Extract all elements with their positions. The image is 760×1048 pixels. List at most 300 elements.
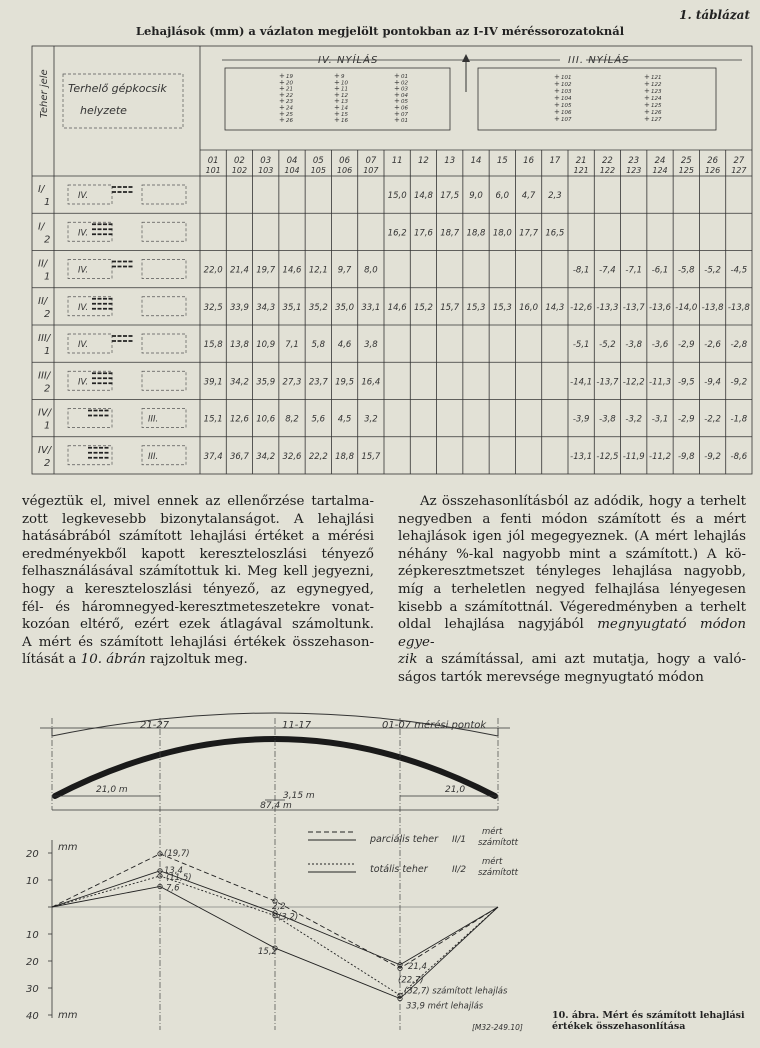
table-cell-value: 19,5 [335, 377, 355, 388]
table-cell-value: 13,8 [229, 340, 249, 350]
table-cell-value: 3,2 [364, 414, 378, 425]
text-column-right [398, 493, 746, 687]
truck-sketch [142, 260, 186, 279]
truck-label: IV. [78, 340, 89, 350]
text-line: míg a terheletlen negyed felhajlása lényegesen [398, 581, 746, 597]
table-cell-value: 22,2 [308, 451, 328, 462]
table-cell-value: -5,2 [599, 340, 616, 350]
y-tick-label: 30 [26, 984, 39, 995]
table-cell-value: 7,1 [285, 340, 299, 350]
table-cell-value: -7,1 [625, 265, 643, 276]
measure-point-marker: + [554, 87, 560, 95]
table-cell-value: 17,5 [440, 191, 460, 201]
truck-sketch [142, 334, 186, 353]
measure-point-label: 12 [341, 92, 348, 99]
text-column-left [22, 493, 374, 669]
annotation: 21,4 [408, 961, 427, 972]
table-cell-value: 34,3 [256, 302, 276, 313]
header-position-label: helyzete [80, 104, 127, 117]
measure-point-label: 26 [286, 118, 293, 125]
table-cell-value: -3,8 [625, 340, 643, 350]
measure-point-marker: + [554, 80, 560, 88]
table-cell-value: 12,1 [308, 265, 328, 276]
table-cell-value: 5,8 [311, 340, 326, 350]
y-tick-label: 20 [26, 849, 39, 860]
column-number: 07 [365, 156, 377, 166]
measure-point-marker: + [644, 108, 650, 116]
row-label: 2 [44, 234, 51, 246]
measure-point-label: 121 [651, 75, 662, 81]
column-number: 03 [260, 156, 272, 166]
measure-point-label: 25 [286, 111, 293, 118]
table-cell-value: 36,7 [229, 451, 249, 462]
measure-point-label: 04 [401, 92, 408, 99]
column-number: 01 [207, 156, 219, 166]
measure-point-label: 106 [561, 110, 572, 116]
table-cell-value: 35,0 [335, 302, 355, 313]
measure-point-marker: + [279, 72, 285, 80]
table-cell-value: -3,8 [599, 414, 616, 425]
column-number: 121 [573, 166, 589, 175]
measure-point-label: 22 [286, 92, 293, 99]
measure-point-label: 103 [561, 89, 572, 95]
table-cell-value: 16,2 [387, 228, 407, 239]
measure-point-label: 105 [561, 103, 572, 109]
measure-point-marker: + [394, 116, 400, 125]
row-label: III/ [38, 333, 51, 344]
row-label: IV/ [38, 444, 52, 456]
table-cell-value: -5,2 [704, 265, 721, 276]
measure-point-label: 122 [651, 82, 662, 88]
text-line: eredményekből kapott kereszteloszlási tényező [22, 546, 374, 562]
table-cell-value: 16,0 [519, 302, 539, 313]
column-number: 15 [496, 156, 508, 166]
figure-10 [0, 700, 760, 1048]
column-number: 102 [231, 166, 248, 175]
measure-point-marker: + [554, 101, 560, 109]
truck-label: IV. [78, 191, 89, 201]
column-number: 105 [310, 166, 326, 175]
table-cell-value: 16,5 [545, 228, 565, 239]
text-line: fél- és háromnegyed-keresztmeteszetekre vonat- [22, 599, 374, 615]
text-line: zik a számítással, ami azt mutatja, hogy a való- [398, 652, 746, 668]
dimension-mid: 3,15 m [283, 791, 315, 801]
table-cell-value: -5,1 [572, 340, 590, 350]
y-tick-label: 10 [26, 876, 39, 887]
figure-caption-line-2: értékek összehasonlítása [552, 1021, 686, 1032]
measure-point-marker: + [334, 116, 340, 125]
table-cell-value: 35,2 [308, 302, 328, 313]
measure-point-label: 06 [401, 105, 408, 112]
table-label: 1. táblázat [679, 8, 750, 22]
legend-calculated: számított [478, 838, 518, 848]
column-number: 125 [678, 166, 694, 175]
column-number: 103 [258, 166, 274, 175]
point-label-21-27: 21-27 [140, 720, 170, 731]
table-cell-value: -8,6 [730, 451, 748, 462]
table-cell-value: -13,3 [596, 302, 619, 313]
truck-sketch [68, 334, 112, 353]
table-cell-value: 34,2 [256, 451, 276, 462]
table-cell-value: 4,6 [337, 340, 352, 350]
measure-point-label: 127 [651, 117, 662, 123]
measure-point-label: 19 [286, 74, 293, 80]
measure-point-marker: + [334, 109, 340, 118]
row-label: I/ [38, 221, 45, 233]
table-cell-value: 23,7 [308, 377, 328, 388]
measure-point-marker: + [554, 108, 560, 116]
table-cell-value: 14,6 [387, 302, 407, 313]
span-iv-label: IV. NYÍLÁS [318, 55, 379, 66]
measure-point-marker: + [644, 94, 650, 102]
measure-point-marker: + [554, 73, 560, 81]
table-cell-value: -11,2 [649, 451, 671, 462]
table-cell-value: 35,9 [256, 377, 276, 388]
deflection-table [0, 0, 760, 480]
measure-point-label: 10 [341, 80, 348, 87]
measure-point-marker: + [644, 73, 650, 81]
legend-calculated: számított [478, 868, 518, 878]
table-cell-value: -11,9 [622, 451, 645, 462]
column-number: 02 [234, 156, 245, 166]
truck-sketch [68, 185, 112, 204]
truck-sketch [142, 371, 186, 390]
measure-point-label: 126 [651, 110, 662, 116]
table-cell-value: -2,6 [704, 340, 721, 350]
table-cell-value: 15,2 [413, 302, 433, 313]
point-label-01-07: 01-07 mérési pontok [382, 720, 487, 731]
annotation: (22,7) [398, 975, 424, 986]
annotation: 7,6 [166, 883, 180, 894]
table-cell-value: 14,3 [545, 302, 565, 313]
table-cell-value: 32,5 [203, 302, 223, 313]
arrow-up-icon [462, 54, 470, 62]
text-line: végeztük el, mivel ennek az ellenőrzése tartalma- [22, 494, 374, 509]
truck-label: IV. [78, 377, 89, 388]
table-cell-value: 9,7 [337, 265, 352, 276]
measure-point-label: 16 [341, 118, 348, 125]
measure-point-label: 01 [401, 118, 408, 125]
table-cell-value: -3,9 [572, 414, 590, 425]
table-cell-value: 14,6 [282, 265, 302, 276]
measure-point-label: 124 [651, 96, 662, 102]
table-cell-value: -6,1 [651, 265, 669, 276]
table-cell-value: -3,2 [625, 414, 643, 425]
text-line: oldal lehajlása nagyjából megnyugtató módon egye- [398, 617, 746, 650]
measure-point-label: 02 [401, 80, 408, 87]
measure-point-label: 20 [286, 80, 293, 87]
measure-point-marker: + [334, 84, 340, 93]
table-cell-value: 10,9 [256, 340, 276, 350]
emphasis: 10. ábrán [80, 652, 146, 668]
table-cell-value: 15,8 [203, 340, 223, 350]
measure-point-label: 104 [561, 96, 572, 102]
measure-point-marker: + [279, 109, 285, 118]
table-cell-value: 21,4 [229, 265, 249, 276]
measure-point-marker: + [394, 72, 400, 80]
table-cell-value: -1,8 [730, 414, 748, 425]
table-cell-value: 27,3 [282, 377, 302, 388]
span-iii-sketch [478, 68, 716, 130]
table-cell-value: -3,6 [651, 340, 669, 350]
measure-point-marker: + [279, 84, 285, 93]
table-title: Lehajlások (mm) a vázlaton megjelölt pontokban az I-IV méréssorozatoknál [135, 24, 625, 38]
table-cell-value: 18,7 [440, 228, 460, 239]
table-cell-value: 18,8 [466, 228, 486, 239]
row-label: IV/ [38, 407, 52, 419]
emphasis: megnyugtató módon egye- [398, 617, 746, 650]
table-cell-value: 37,4 [203, 451, 223, 462]
table-cell-value: 15,3 [466, 302, 486, 313]
text-line: kisebb a számítottnál. Végeredményben a terhelt [398, 599, 746, 615]
measure-point-marker: + [554, 115, 560, 123]
table-cell-value: -13,8 [727, 302, 750, 313]
table-cell-value: 32,6 [282, 451, 302, 462]
legend-ii2: II/2 [452, 865, 467, 875]
row-label: 2 [44, 383, 51, 395]
column-number: 25 [680, 156, 692, 166]
text-line: lehajlások igen jól megegyeznek. (A mért lehajlás [398, 529, 746, 545]
dimension-total: 87,4 m [260, 801, 292, 811]
table-cell-value: 15,3 [492, 302, 512, 313]
row-label: 1 [44, 420, 51, 432]
measure-point-label: 21 [286, 86, 293, 93]
table-cell-value: 15,7 [361, 451, 381, 462]
column-number: 124 [652, 166, 668, 175]
truck-label: III. [148, 414, 159, 425]
text-line: zépkeresztmetszet tényleges lehajlása nagyobb, [398, 564, 746, 580]
figure-caption-line-1: 10. ábra. Mért és számított lehajlási [552, 1010, 745, 1021]
column-number: 04 [286, 156, 298, 166]
measure-point-label: 03 [401, 86, 408, 93]
column-number: 12 [418, 156, 429, 166]
row-label: I/ [38, 184, 45, 195]
span-iii-label: III. NYÍLÁS [568, 55, 630, 66]
measure-point-label: 102 [561, 82, 572, 88]
annotation: (11,5) [166, 872, 192, 883]
column-number: 107 [363, 166, 379, 175]
truck-label: III. [148, 451, 159, 462]
measure-point-label: 11 [341, 86, 348, 93]
row-label: III/ [38, 370, 51, 382]
column-number: 127 [731, 166, 747, 175]
measure-point-label: 01 [401, 74, 408, 80]
measure-point-marker: + [334, 90, 340, 99]
text-line: Az összehasonlításból az adódik, hogy a terhelt [420, 494, 746, 509]
annotation: (3,2) [278, 912, 299, 923]
text-line: lítását a 10. ábrán rajzoltuk meg. [22, 652, 248, 668]
table-cell-value: 3,8 [364, 340, 378, 350]
table-cell-value: -2,2 [704, 414, 721, 425]
measure-point-marker: + [554, 94, 560, 102]
measure-point-marker: + [644, 80, 650, 88]
table-cell-value: -3,1 [651, 414, 669, 425]
column-number: 06 [339, 156, 350, 166]
point-label-11-17: 11-17 [282, 720, 312, 731]
measure-point-marker: + [334, 78, 340, 87]
truck-sketch [142, 185, 186, 204]
column-number: 16 [523, 156, 534, 166]
annotation: (19,7) [164, 848, 190, 859]
column-number: 23 [628, 156, 640, 166]
table-cell-value: 15,7 [440, 302, 460, 313]
table-cell-value: -2,9 [677, 414, 695, 425]
table-cell-value: 17,7 [519, 228, 539, 239]
table-cell-value: -13,6 [649, 302, 671, 313]
measure-point-marker: + [334, 72, 340, 80]
column-number: 22 [602, 156, 613, 166]
table-cell-value: -14,0 [675, 302, 698, 313]
text-line: néhány %-kal nagyobb mint a számított.) A kö- [398, 546, 746, 562]
measure-point-label: 9 [341, 74, 345, 80]
table-cell-value: -2,8 [730, 340, 748, 350]
table-cell-value: 8,2 [285, 414, 299, 425]
column-number: 14 [470, 156, 482, 166]
legend-measured: mért [482, 857, 503, 867]
column-number: 26 [707, 156, 718, 166]
column-number: 17 [549, 156, 561, 166]
annotation: 15,2 [258, 947, 277, 958]
measure-point-marker: + [279, 90, 285, 99]
measure-point-label: 23 [286, 99, 293, 106]
table-cell-value: 4,5 [337, 414, 352, 425]
table-cell-value: -4,5 [730, 265, 748, 276]
emphasis: zik [398, 652, 418, 668]
table-cell-value: -12,5 [596, 451, 619, 462]
table-cell-value: -9,2 [730, 377, 748, 388]
y-tick-label: 40 [26, 1011, 39, 1022]
measure-point-marker: + [334, 103, 340, 112]
truck-sketch [142, 297, 186, 316]
table-cell-value: -13,7 [596, 377, 619, 388]
text-line: hogy a kereszteloszlási tényező, az egynegyed, [22, 581, 374, 597]
measure-point-marker: + [644, 87, 650, 95]
legend-ii1: II/1 [452, 835, 467, 845]
annotation: (32,7) számított lehajlás [404, 986, 508, 997]
measure-point-label: 14 [341, 105, 348, 112]
table-cell-value: 4,7 [521, 191, 536, 201]
truck-sketch [142, 222, 186, 241]
table-cell-value: 14,8 [413, 191, 433, 201]
table-cell-value: -12,2 [622, 377, 645, 388]
table-cell-value: -13,8 [701, 302, 724, 313]
measure-point-marker: + [279, 103, 285, 112]
table-cell-value: 6,0 [495, 191, 510, 201]
column-number: 13 [444, 156, 456, 166]
measure-point-label: 24 [286, 105, 293, 112]
measure-point-label: 07 [401, 111, 408, 118]
column-number: 05 [312, 156, 324, 166]
table-cell-value: -13,1 [570, 451, 593, 462]
table-cell-value: -11,3 [649, 377, 671, 388]
table-cell-value: -9,4 [704, 377, 721, 388]
column-number: 24 [654, 156, 666, 166]
measure-point-marker: + [644, 115, 650, 123]
truck-sketch [68, 260, 112, 279]
dimension-left: 21,0 m [96, 785, 128, 795]
table-cell-value: -7,4 [599, 265, 616, 276]
text-line: kozóan eltérő, ezért ezek átlagával számoltunk. [22, 617, 374, 633]
legend-measured: mért [482, 827, 503, 837]
table-cell-value: -12,6 [570, 302, 593, 313]
measure-point-marker: + [394, 84, 400, 93]
table-cell-value: -8,1 [572, 265, 590, 276]
measure-point-label: 05 [401, 99, 408, 106]
y-tick-label: 20 [26, 957, 39, 968]
table-cell-value: 10,6 [256, 414, 276, 425]
column-number: 27 [733, 156, 745, 166]
header-position-label: Terhelő gépkocsik [68, 82, 167, 95]
measure-point-marker: + [394, 97, 400, 106]
row-label: 2 [44, 457, 51, 469]
table-cell-value: -5,8 [677, 265, 695, 276]
dimension-right: 21,0 [445, 785, 466, 795]
row-label: II/ [38, 295, 48, 307]
measure-point-label: 101 [561, 75, 572, 81]
annotation: 13,4 [164, 865, 183, 876]
legend-partial: parciális teher [370, 834, 439, 845]
annotation: 33,9 mért lehajlás [406, 1001, 484, 1012]
table-cell-value: -9,8 [677, 451, 695, 462]
y-tick-label: 10 [26, 930, 39, 941]
table-cell-value: 16,4 [361, 377, 381, 388]
measure-point-marker: + [394, 90, 400, 99]
truck-label: IV. [78, 302, 89, 313]
table-cell-value: 12,6 [229, 414, 249, 425]
table-cell-value: 35,1 [282, 302, 302, 313]
table-cell-value: -9,2 [704, 451, 721, 462]
measure-point-marker: + [394, 78, 400, 87]
measure-point-label: 13 [341, 99, 348, 106]
column-number: 126 [704, 166, 721, 175]
measure-point-marker: + [394, 109, 400, 118]
table-cell-value: 33,9 [229, 302, 249, 313]
row-label: 1 [44, 197, 51, 208]
figure-reference: [M32-249.10] [472, 1023, 523, 1032]
table-cell-value: 18,8 [335, 451, 355, 462]
measure-point-marker: + [334, 97, 340, 106]
row-label: II/ [38, 258, 48, 270]
measure-point-marker: + [279, 116, 285, 125]
text-line: zott legkevesebb bizonytalanságot. A lehajlási [22, 511, 374, 527]
table-cell-value: 8,0 [364, 265, 378, 276]
measure-point-label: 15 [341, 111, 348, 118]
table-cell-value: 17,6 [413, 228, 433, 239]
column-number: 101 [205, 166, 221, 175]
table-cell-value: 5,6 [311, 414, 326, 425]
truck-label: IV. [78, 228, 89, 239]
table-cell-value: -2,9 [677, 340, 695, 350]
legend-total: totális teher [370, 864, 428, 875]
header-series-label: Teher jele [39, 69, 50, 118]
row-label: 1 [44, 271, 51, 283]
table-cell-value: 34,2 [229, 377, 249, 388]
truck-label: IV. [78, 265, 89, 276]
table-cell-value: 33,1 [361, 302, 381, 313]
measure-point-label: 123 [651, 89, 662, 95]
column-number: 122 [599, 166, 616, 175]
table-cell-value: 15,0 [387, 191, 407, 201]
axis-unit-top: mm [58, 842, 78, 853]
table-cell-value: 39,1 [203, 377, 223, 388]
text-line: A mért és számított lehajlási értékek összehason- [22, 634, 374, 650]
table-cell-value: 22,0 [203, 265, 223, 276]
text-line: negyedben a fenti módon számított és a mért [398, 511, 746, 527]
measure-point-marker: + [394, 103, 400, 112]
figure-caption [552, 1010, 745, 1032]
measure-point-marker: + [279, 78, 285, 87]
text-line: ságos tartók merevsége megnyugtató módon [398, 669, 704, 685]
